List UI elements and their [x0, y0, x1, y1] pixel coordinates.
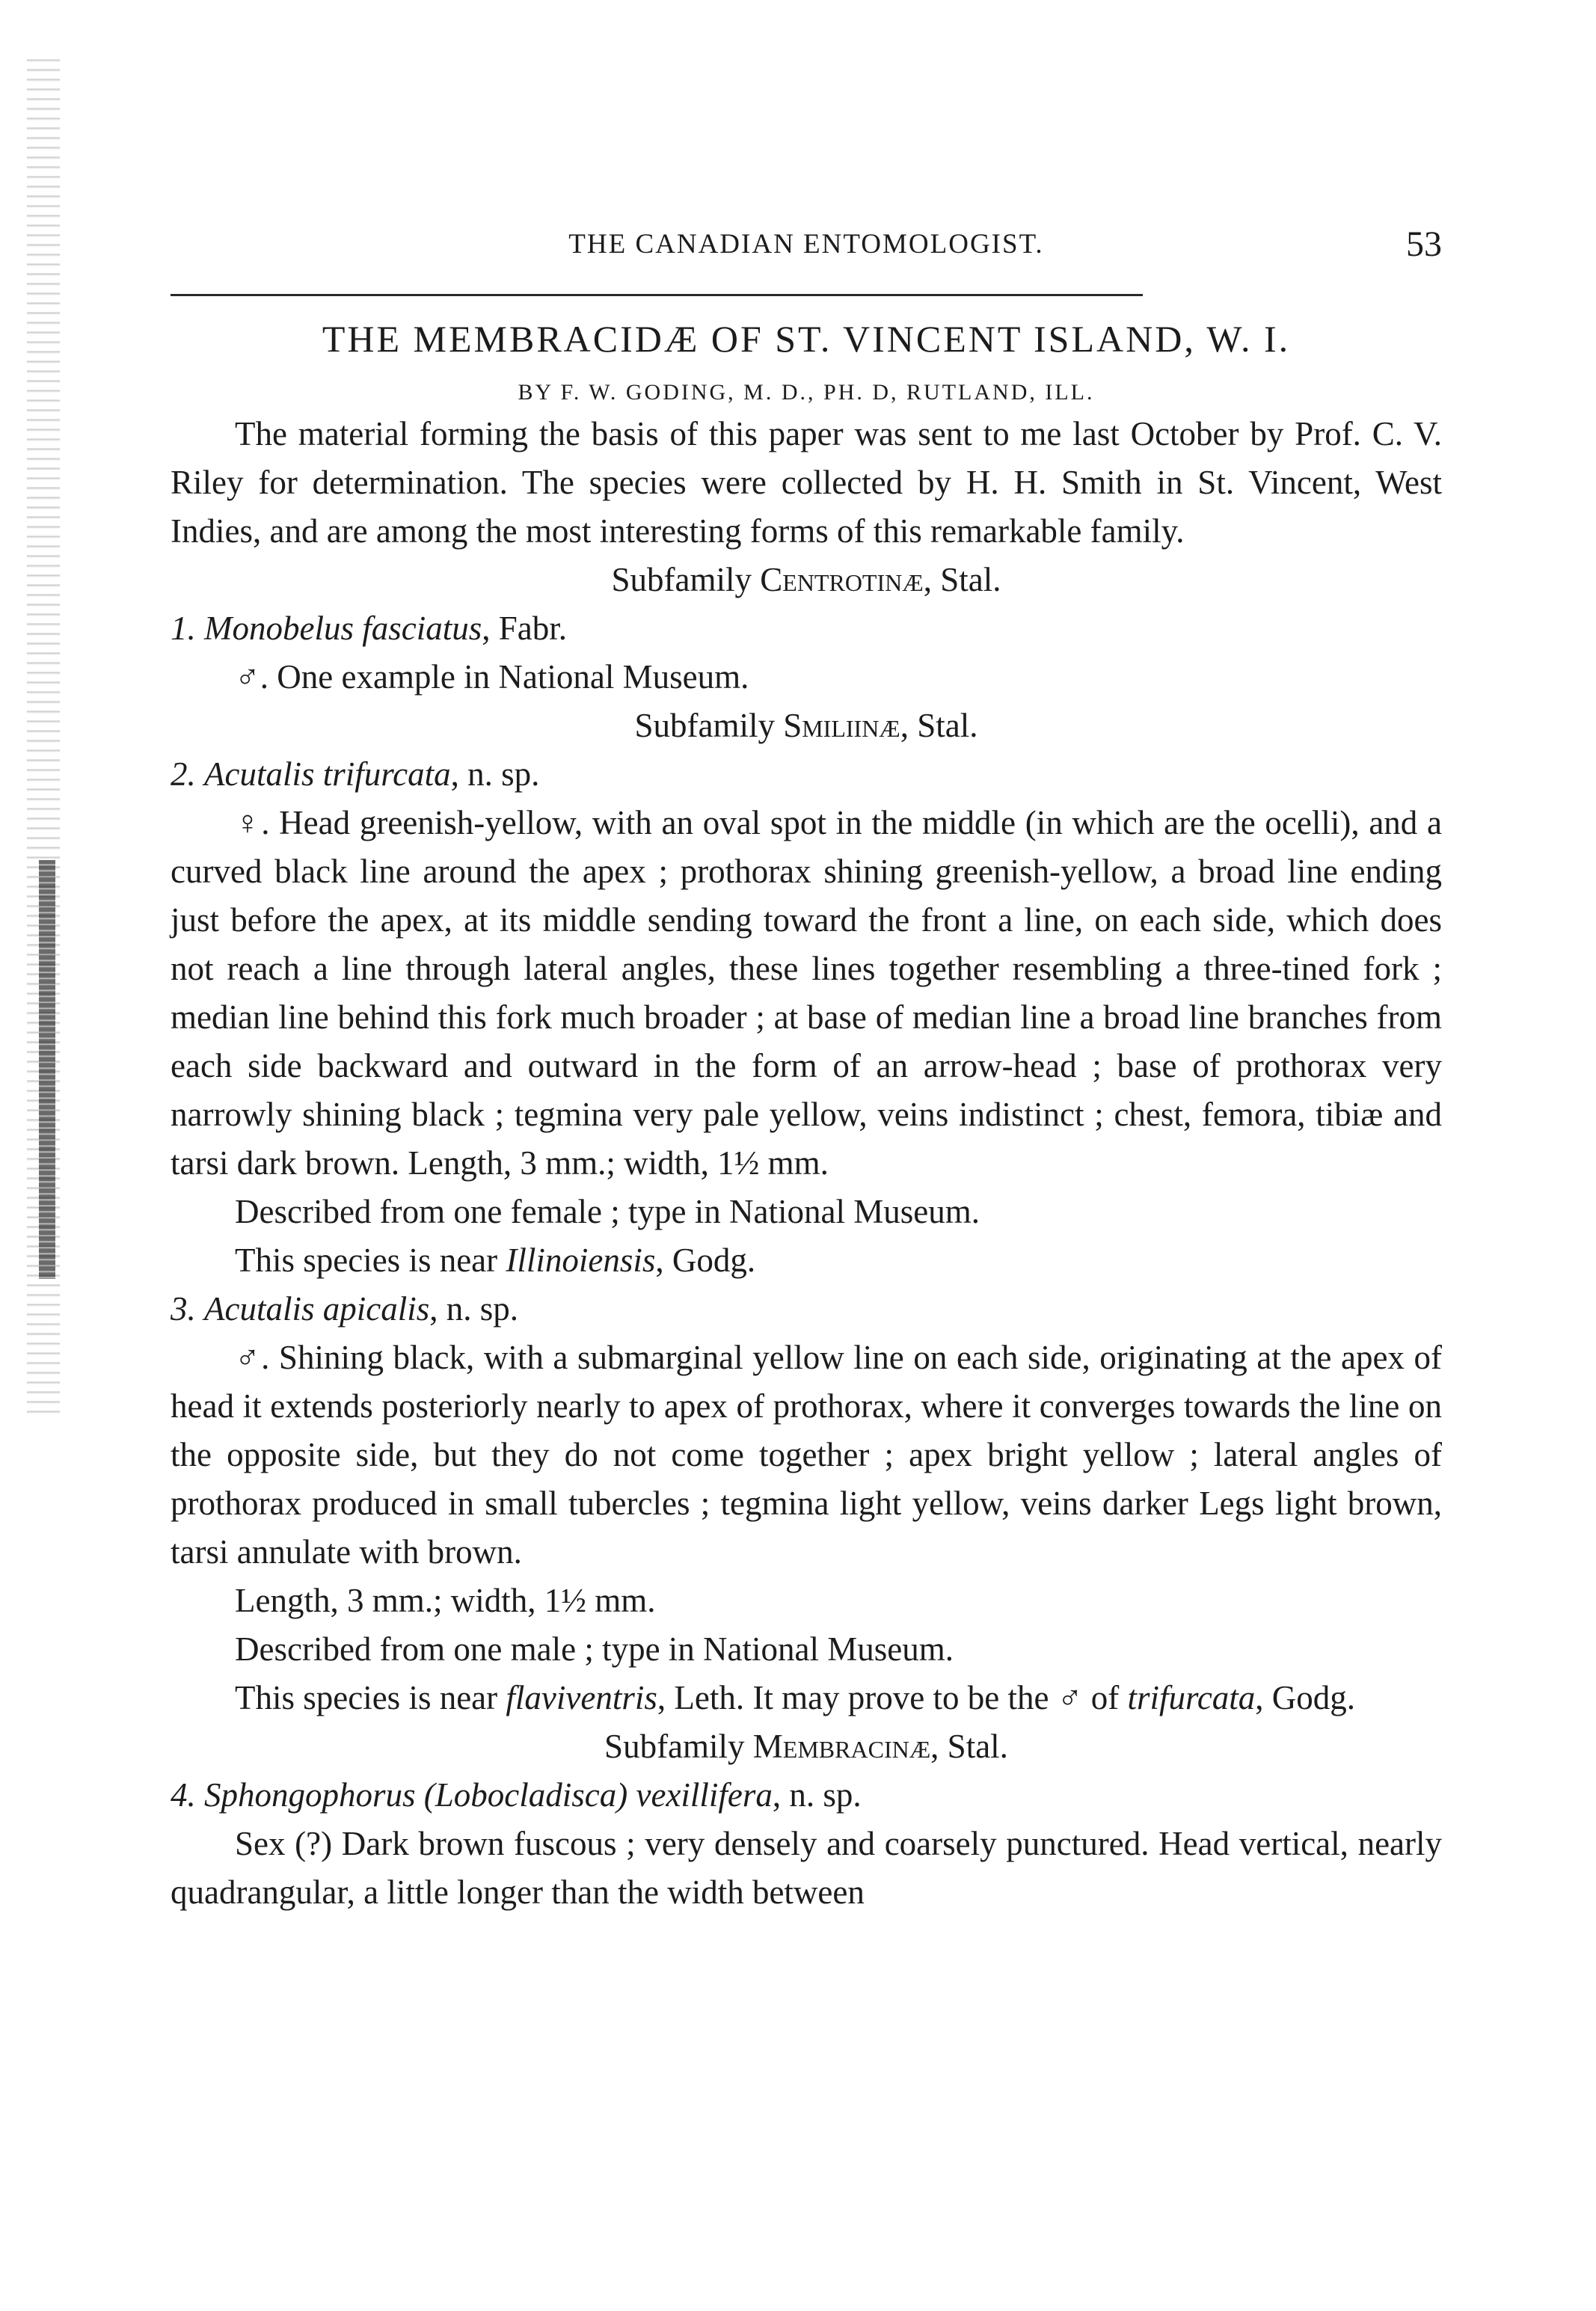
subfamily-heading: Subfamily Centrotinæ, Stal. — [611, 561, 1001, 598]
article-byline: BY F. W. GODING, M. D., PH. D, RUTLAND, ILL. — [518, 380, 1095, 405]
species-name: Monobelus fasciatus — [204, 610, 482, 647]
species-name: Sphongophorus (Lobocladisca) vexillifera — [204, 1776, 773, 1814]
affinity-statement: This species is near flaviventris, Leth. It may prove to be the ♂ of trifurcata, Godg. — [235, 1679, 1356, 1716]
species-heading: 1. Monobelus fasciatus, Fabr. — [171, 610, 567, 647]
measurements: Length, 3 mm.; width, 1½ mm. — [235, 1582, 656, 1619]
binding-shadow — [39, 860, 55, 1279]
intro-paragraph: The material forming the basis of this paper was sent to me last October by Prof. C. V. Riley for determination. The species were collected by H. H. Smith in St. Vincent, West Indies, and are among the most interesting forms of this remarkable family. — [171, 415, 1442, 550]
type-statement: Described from one male ; type in National Museum. — [235, 1630, 954, 1668]
species-description: ♀. Head greenish-yellow, with an oval spot in the middle (in which are the ocelli), and a curved black line around the apex ; prothorax shining greenish-yellow, a broad line ending just before the apex, at its middle sending toward the front a line, on each side, which does not reach a line through lateral angles, these lines together resembling a three-tined fork ; median line behind this fork much broader ; at base of median line a broad line branches from each side backward and outward in the form of an arrow-head ; base of prothorax very narrowly shining black ; tegmina very pale yellow, veins indistinct ; chest, femora, tibiæ and tarsi dark brown. Length, 3 mm.; width, 1½ mm. — [171, 804, 1442, 1182]
affinity-statement: This species is near Illinoiensis, Godg. — [235, 1242, 756, 1279]
journal-title: THE CANADIAN ENTOMOLOGIST. — [568, 229, 1044, 260]
species-description: ♂. Shining black, with a submarginal yellow line on each side, originating at the apex of head it extends posteriorly nearly to apex of prothorax, where it converges towards the line on the opposite side, but they do not come together ; apex bright yellow ; lateral angles of prothorax produced in small tubercles ; tegmina light yellow, veins darker Legs light brown, tarsi annulate with brown. — [171, 1339, 1442, 1571]
header-rule — [171, 294, 1143, 296]
subfamily-heading: Subfamily Membracinæ, Stal. — [604, 1728, 1008, 1765]
subfamily-heading: Subfamily Smiliinæ, Stal. — [634, 707, 978, 744]
species-name: Acutalis apicalis — [204, 1290, 430, 1328]
type-statement: Described from one female ; type in National Museum. — [235, 1193, 980, 1230]
article-title: THE MEMBRACIDÆ OF ST. VINCENT ISLAND, W. I. — [322, 318, 1291, 360]
page — [171, 224, 1442, 1917]
species-heading: 2. Acutalis trifurcata, n. sp. — [171, 755, 540, 793]
running-head — [171, 224, 1442, 273]
page-number: 53 — [1406, 224, 1442, 264]
species-description: Sex (?) Dark brown fuscous ; very densely and coarsely punctured. Head vertical, nearly quadrangular, a little longer than the width between — [171, 1825, 1442, 1911]
species-note: ♂. One example in National Museum. — [235, 658, 749, 696]
species-heading: 3. Acutalis apicalis, n. sp. — [171, 1290, 518, 1328]
species-heading: 4. Sphongophorus (Lobocladisca) vexillifera, n. sp. — [171, 1776, 862, 1814]
species-name: Acutalis trifurcata — [204, 755, 451, 793]
